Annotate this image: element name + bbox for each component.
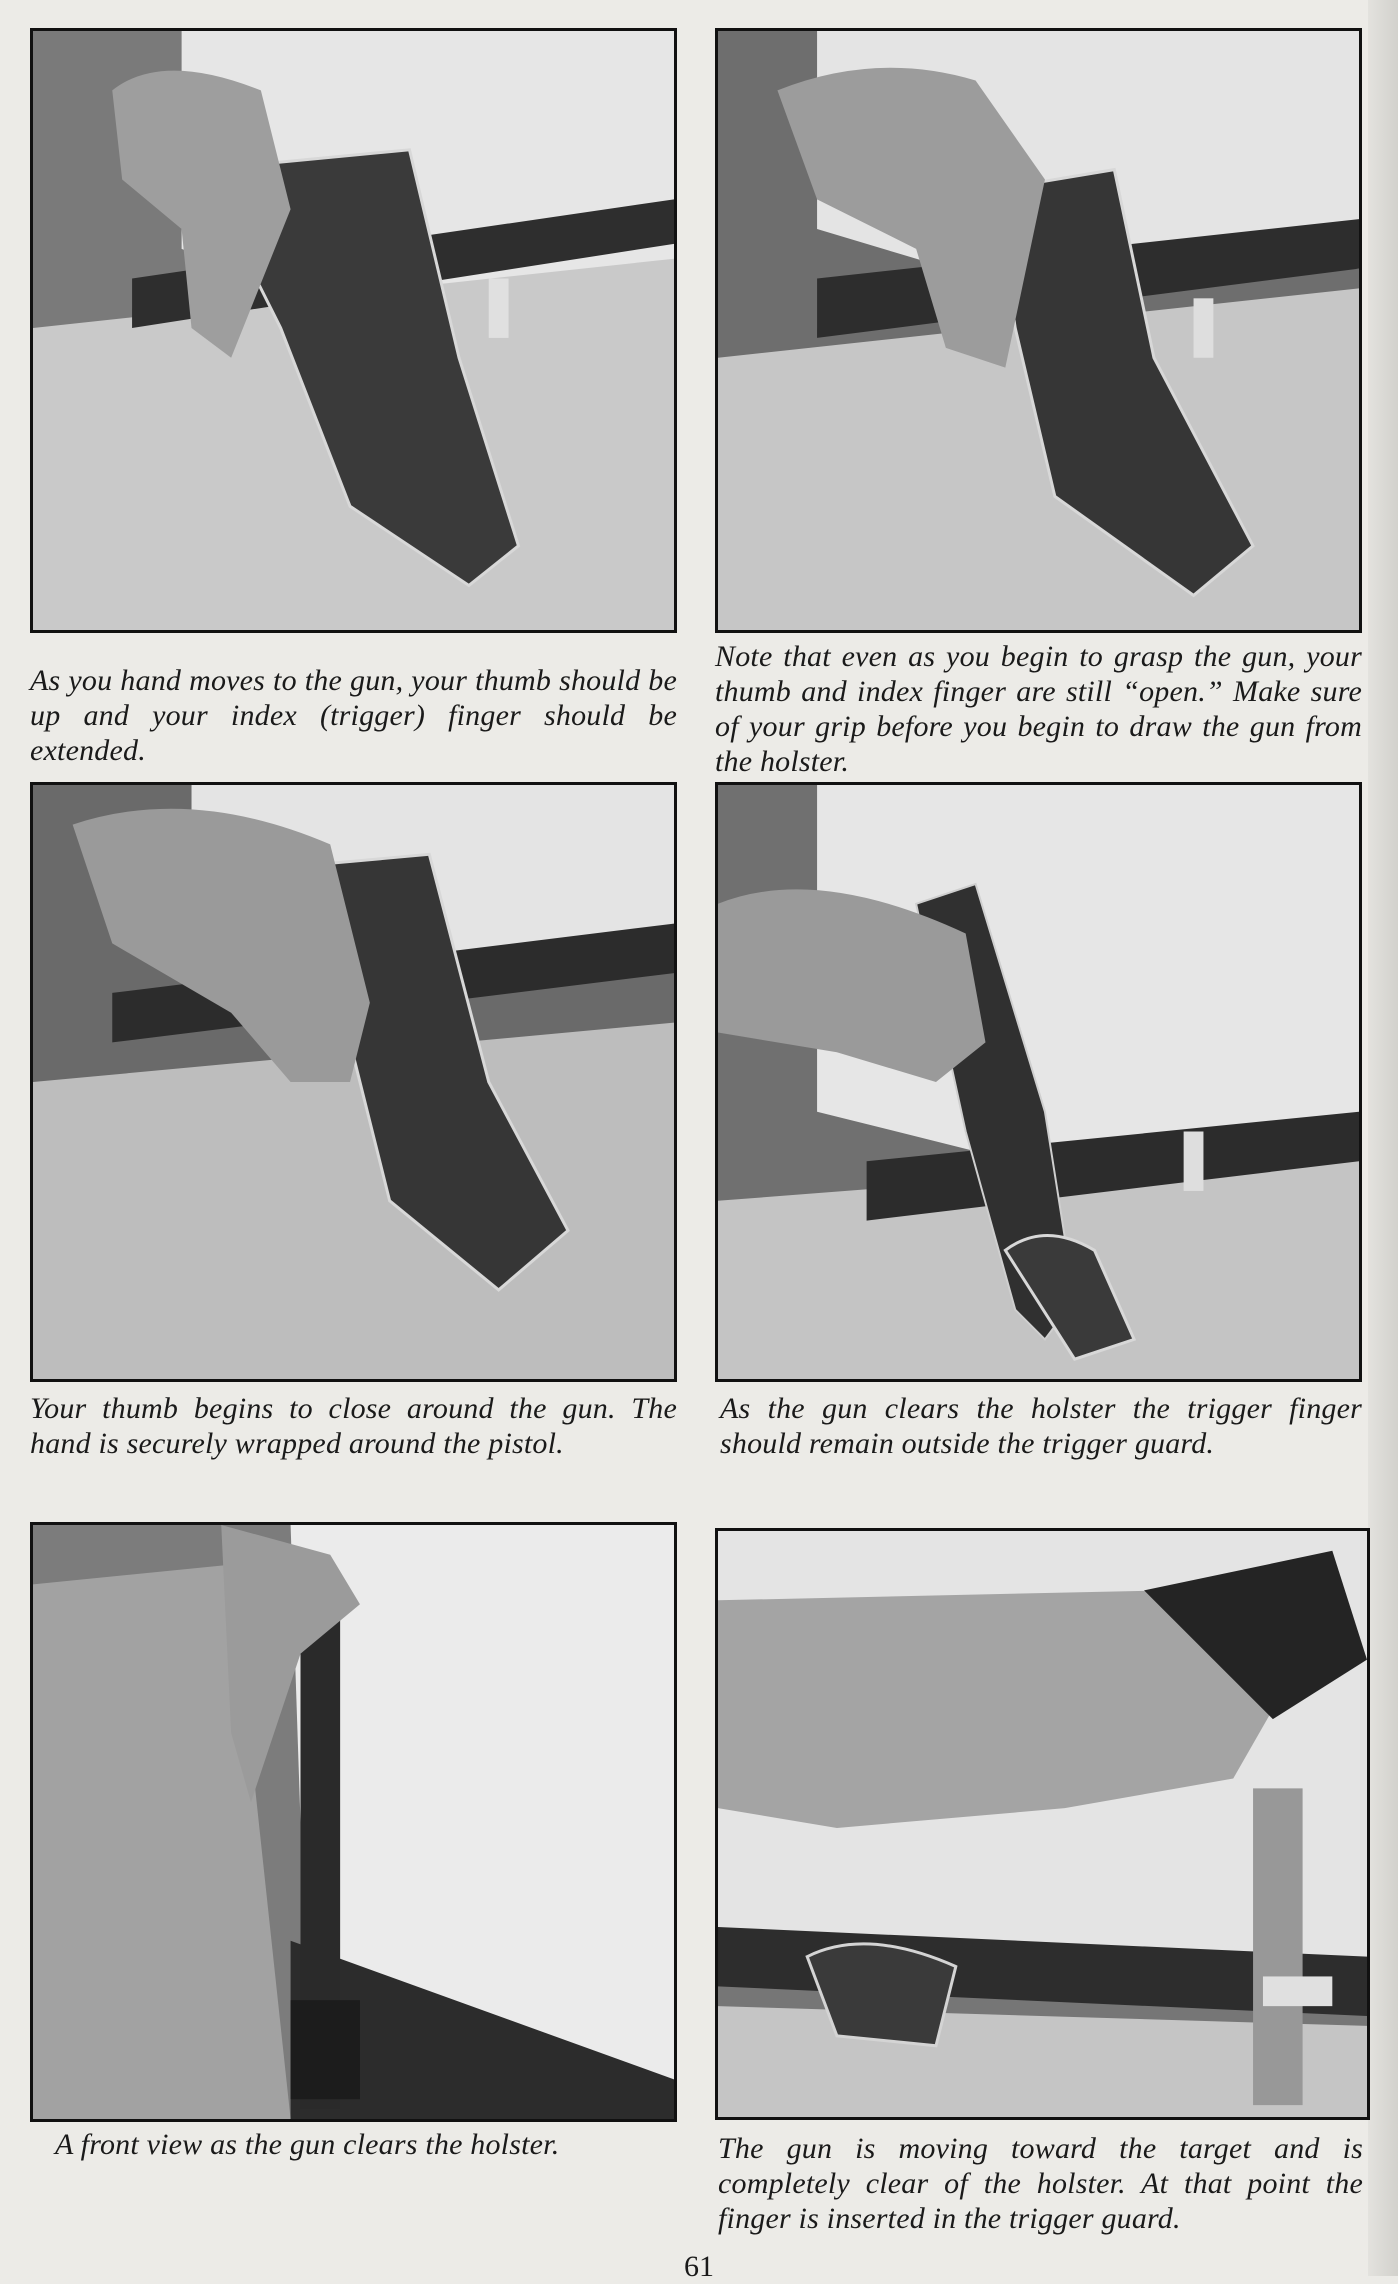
caption-panel-5: [55, 2127, 677, 2162]
caption-text: The gun is moving toward the target and is completely clear of the holster. At that point the finger is inserted in the trigger guard.: [718, 2132, 1363, 2235]
page-number: 61: [684, 2250, 714, 2283]
photo-thumb-closing: [30, 782, 677, 1382]
photo-gun-clearing-holster: [715, 782, 1362, 1382]
photo-grasping-gun: [715, 28, 1362, 633]
caption-text: As the gun clears the holster the trigger finger should remain outside the trigger guard.: [720, 1392, 1362, 1460]
caption-panel-4: [720, 1391, 1362, 1461]
caption-panel-1: [30, 663, 677, 768]
caption-text: Note that even as you begin to grasp the gun, your thumb and index finger are still “open.” Make sure of your grip before you begin to draw the gun from the holster.: [715, 640, 1362, 778]
photo-moving-toward-target: [715, 1528, 1370, 2120]
photo-hand-approaching-gun: [30, 28, 677, 633]
caption-text: As you hand moves to the gun, your thumb should be up and your index (trigger) finger should be extended.: [30, 664, 677, 767]
caption-panel-6: [718, 2131, 1363, 2236]
caption-text: Your thumb begins to close around the gun. The hand is securely wrapped around the pistol.: [30, 1392, 677, 1460]
caption-text: A front view as the gun clears the holster.: [55, 2128, 560, 2161]
caption-panel-3: [30, 1391, 677, 1461]
photo-front-view: [30, 1522, 677, 2122]
page-edge: [1368, 0, 1398, 2276]
caption-panel-2: [715, 639, 1362, 779]
